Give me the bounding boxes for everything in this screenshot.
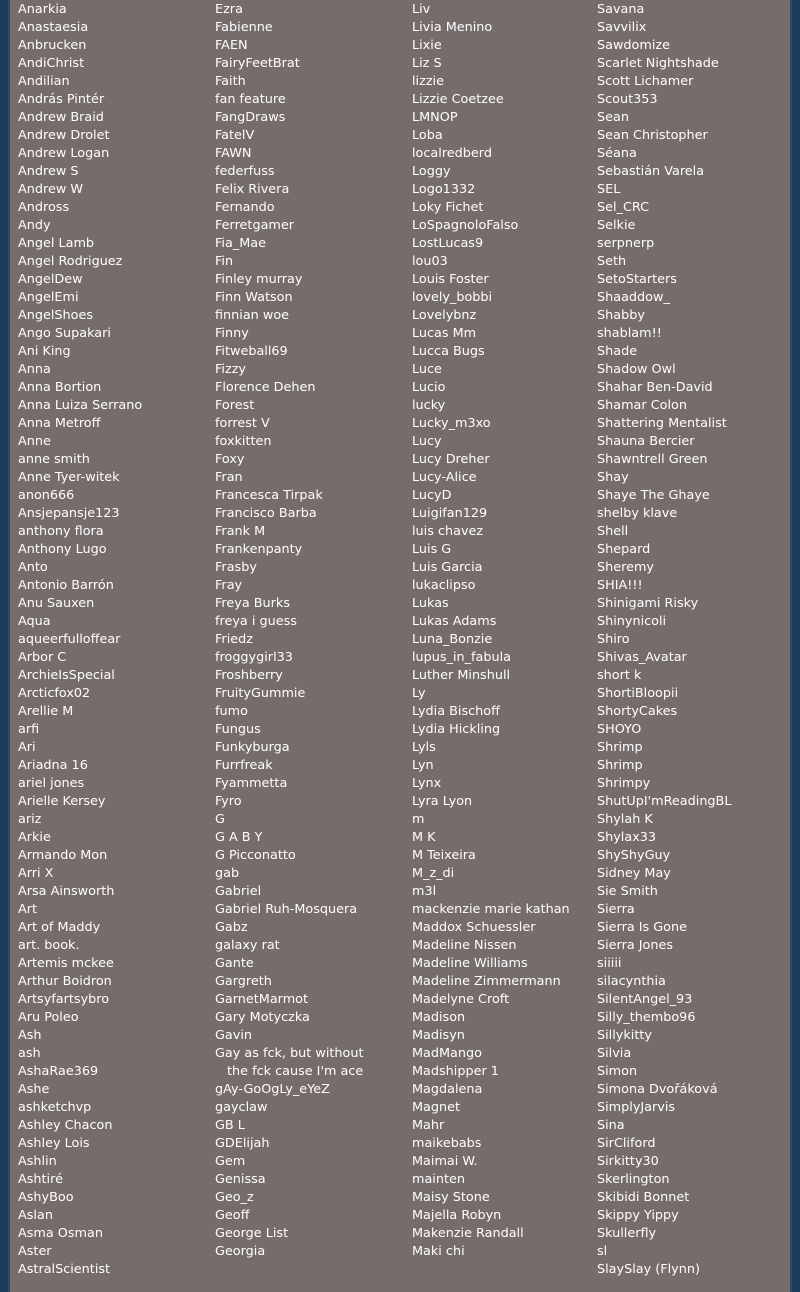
name-list-item: Gem: [215, 1154, 246, 1169]
name-list-item: Andrew S: [18, 164, 79, 179]
name-list-item: Anna Luiza Serrano: [18, 398, 143, 413]
name-list-item: Aslan: [18, 1208, 53, 1223]
name-list-item: Lucy: [412, 434, 442, 449]
name-list-item: LMNOP: [412, 110, 458, 125]
name-list-item: Shadow Owl: [597, 362, 676, 377]
name-list-item: Mahr: [412, 1118, 445, 1133]
name-list-item: ShyShyGuy: [597, 848, 671, 863]
name-list-item: ShortyCakes: [597, 704, 678, 719]
name-list-item: Andrew Braid: [18, 110, 104, 125]
name-list-item: Sidney May: [597, 866, 671, 881]
name-list-item: silacynthia: [597, 974, 666, 989]
name-list-item: Luna_Bonzie: [412, 632, 493, 647]
name-list-item: Arbor C: [18, 650, 67, 665]
name-list-item: Arcticfox02: [18, 686, 91, 701]
name-list-item: Anna Bortion: [18, 380, 102, 395]
name-list-item: Lucy-Alice: [412, 470, 477, 485]
name-list-item: Arielle Kersey: [18, 794, 106, 809]
name-list-item: Shattering Mentalist: [597, 416, 727, 431]
name-list-item: Skullerfly: [597, 1226, 657, 1241]
name-list-item: Antonio Barrón: [18, 578, 114, 593]
name-list-item: Maddox Schuessler: [412, 920, 536, 935]
name-list-item: Anthony Lugo: [18, 542, 107, 557]
name-list-item: Silvia: [597, 1046, 632, 1061]
name-list-item: Lyls: [412, 740, 436, 755]
name-list-item: GarnetMarmot: [215, 992, 309, 1007]
name-list-item: Skerlington: [597, 1172, 670, 1187]
name-list-item: Anna: [18, 362, 51, 377]
name-list-item: FAWN: [215, 146, 252, 161]
name-list-item: SetoStarters: [597, 272, 677, 287]
name-list-item: sl: [597, 1244, 608, 1259]
name-list-item: siiiii: [597, 956, 622, 971]
name-list-item: SilentAngel_93: [597, 992, 693, 1007]
name-list-item: Gary Motyczka: [215, 1010, 310, 1025]
name-list-item: Shivas_Avatar: [597, 650, 687, 665]
name-list-item: Luther Minshull: [412, 668, 511, 683]
name-list-item: AshaRae369: [18, 1064, 99, 1079]
name-list-item: Loba: [412, 128, 443, 143]
name-list-item: Finn Watson: [215, 290, 293, 305]
name-list-item: AngelEmi: [18, 290, 79, 305]
name-list-item: Ari: [18, 740, 36, 755]
name-list-item: Aru Poleo: [18, 1010, 79, 1025]
name-list-item: Art: [18, 902, 38, 917]
name-list-item: Magnet: [412, 1100, 461, 1115]
name-list-item: Friedz: [215, 632, 253, 647]
name-list-item: Ashley Lois: [18, 1136, 90, 1151]
name-list-item: Funkyburga: [215, 740, 290, 755]
name-list-item: FruityGummie: [215, 686, 306, 701]
name-list-item: Artemis mckee: [18, 956, 114, 971]
name-list-item: Frasby: [215, 560, 257, 575]
name-list-item: Francisco Barba: [215, 506, 317, 521]
name-list-item: Maki chi: [412, 1244, 465, 1259]
name-list-item: mackenzie marie kathan: [412, 902, 570, 917]
name-list-item: fumo: [215, 704, 248, 719]
name-list-item: Sheremy: [597, 560, 654, 575]
name-list-item: Lydia Hickling: [412, 722, 501, 737]
name-list-item: Ezra: [215, 2, 243, 17]
name-list-item: Arthur Boidron: [18, 974, 112, 989]
name-list-item: Liv: [412, 2, 431, 17]
name-list-item: lupus_in_fabula: [412, 650, 512, 665]
name-list-item: Florence Dehen: [215, 380, 316, 395]
name-list-item: G A B Y: [215, 830, 263, 845]
name-list-item: Andrew Logan: [18, 146, 110, 161]
name-list-item: gayclaw: [215, 1100, 268, 1115]
name-list-item: Scout353: [597, 92, 658, 107]
name-list-item: Scarlet Nightshade: [597, 56, 719, 71]
name-list-item: Luis Garcia: [412, 560, 483, 575]
name-list-item: Lukas Adams: [412, 614, 497, 629]
name-list-item: mainten: [412, 1172, 465, 1187]
name-list-item: aqueerfulloffear: [18, 632, 121, 647]
name-list-item: localredberd: [412, 146, 492, 161]
name-list-item: Madelyne Croft: [412, 992, 510, 1007]
name-list-item: AngelDew: [18, 272, 83, 287]
name-list-item: Forest: [215, 398, 255, 413]
name-list-item: Freya Burks: [215, 596, 290, 611]
name-list-item: Andy: [18, 218, 51, 233]
name-list-item: LostLucas9: [412, 236, 484, 251]
name-list-item: Frankenpanty: [215, 542, 303, 557]
name-list-item: Shabby: [597, 308, 645, 323]
name-list-item: Lukas: [412, 596, 449, 611]
name-list-item: Silly_thembo96: [597, 1010, 696, 1025]
name-list-item: Madeline Zimmermann: [412, 974, 561, 989]
name-list-item: M_z_di: [412, 866, 455, 881]
name-list-item: ArchieIsSpecial: [18, 668, 115, 683]
name-list-item: forrest V: [215, 416, 270, 431]
name-list-item: m3l: [412, 884, 437, 899]
name-list-item: Finny: [215, 326, 249, 341]
name-list-item: Skibidi Bonnet: [597, 1190, 690, 1205]
name-list-item: Fernando: [215, 200, 275, 215]
name-list-item: MadMango: [412, 1046, 482, 1061]
name-list-item: Luce: [412, 362, 442, 377]
name-list-item: Shinigami Risky: [597, 596, 699, 611]
name-list-item: Fungus: [215, 722, 261, 737]
name-list-item: Anne Tyer-witek: [18, 470, 120, 485]
name-list-item: lizzie: [412, 74, 444, 89]
name-list-item: SHOYO: [597, 722, 642, 737]
name-list-item: Lovelybnz: [412, 308, 477, 323]
name-list-item: Logo1332: [412, 182, 476, 197]
name-list-item: FairyFeetBrat: [215, 56, 300, 71]
name-list-item: Lizzie Coetzee: [412, 92, 504, 107]
name-list-item: shelby klave: [597, 506, 678, 521]
name-list-item: AngelShoes: [18, 308, 94, 323]
name-list-item: Sie Smith: [597, 884, 658, 899]
name-list-item: SHIA!!!: [597, 578, 643, 593]
name-list-item: Angel Lamb: [18, 236, 95, 251]
name-list-item: Shrimpy: [597, 776, 651, 791]
name-list-item: luis chavez: [412, 524, 484, 539]
name-list-item: m: [412, 812, 425, 827]
name-list-item: Fizzy: [215, 362, 246, 377]
name-list-item: Art of Maddy: [18, 920, 101, 935]
name-list-item: ShutUpI'mReadingBL: [597, 794, 732, 809]
name-list-item: gAy-GoOgLy_eYeZ: [215, 1082, 330, 1097]
name-list-item: Loggy: [412, 164, 451, 179]
name-list-item: Ferretgamer: [215, 218, 295, 233]
name-list-item: Madshipper 1: [412, 1064, 499, 1079]
name-list-item: Andilian: [18, 74, 70, 89]
name-list-item: Lyn: [412, 758, 434, 773]
name-list-item: Anne: [18, 434, 51, 449]
name-list-item: Gabz: [215, 920, 248, 935]
name-list-item: Madeline Williams: [412, 956, 528, 971]
name-list-item: Shiro: [597, 632, 630, 647]
name-list-item: ashketchvp: [18, 1100, 92, 1115]
name-list-item: Geo_z: [215, 1190, 254, 1205]
name-list-item: Shylah K: [597, 812, 653, 827]
name-list-item: Shauna Bercier: [597, 434, 695, 449]
name-list-item: Georgia: [215, 1244, 266, 1259]
name-list-item: ariel jones: [18, 776, 85, 791]
name-list-item: Ashtiré: [18, 1172, 63, 1187]
name-list-item: Skippy Yippy: [597, 1208, 679, 1223]
names-column-3: [412, 0, 570, 1261]
name-list-item: Ango Supakari: [18, 326, 111, 341]
names-column-1: [18, 0, 142, 1279]
name-list-item: Sebastián Varela: [597, 164, 705, 179]
name-list-item: arfi: [18, 722, 40, 737]
name-list-item: Aqua: [18, 614, 51, 629]
name-list-item: AstralScientist: [18, 1262, 111, 1277]
name-list-item: Madisyn: [412, 1028, 465, 1043]
name-list-item: lucky: [412, 398, 446, 413]
name-list-item: SEL: [597, 182, 621, 197]
name-list-item: András Pintér: [18, 92, 105, 107]
name-list-item: Andross: [18, 200, 70, 215]
name-list-item: Gargreth: [215, 974, 272, 989]
name-list-item: Savana: [597, 2, 645, 17]
name-list-item: anon666: [18, 488, 75, 503]
name-list-item: Geoff: [215, 1208, 250, 1223]
name-list-item: Shell: [597, 524, 629, 539]
name-list-item: Louis Foster: [412, 272, 489, 287]
name-list-item: Arkie: [18, 830, 51, 845]
name-list-item: Shylax33: [597, 830, 657, 845]
name-list-item: Anastaesia: [18, 20, 89, 35]
name-list-item: AndiChrist: [18, 56, 85, 71]
name-list-item: federfuss: [215, 164, 275, 179]
name-list-item: lovely_bobbi: [412, 290, 493, 305]
name-list-item: Francesca Tirpak: [215, 488, 323, 503]
name-list-item: Angel Rodriguez: [18, 254, 123, 269]
name-list-item: Foxy: [215, 452, 245, 467]
name-list-item: Shade: [597, 344, 638, 359]
name-list-item: Sean: [597, 110, 629, 125]
name-list-item: Lucio: [412, 380, 446, 395]
name-list-item: Aster: [18, 1244, 52, 1259]
name-list-item: Genissa: [215, 1172, 266, 1187]
name-list-item: Lucas Mm: [412, 326, 477, 341]
name-list-item: Selkie: [597, 218, 636, 233]
name-list-item: Anto: [18, 560, 48, 575]
name-list-item: Anu Sauxen: [18, 596, 95, 611]
name-list-item: Sina: [597, 1118, 625, 1133]
name-list-item: Sawdomize: [597, 38, 670, 53]
name-list-item: Artsyfartsybro: [18, 992, 110, 1007]
name-list-item: Shinynicoli: [597, 614, 667, 629]
name-list-item: Fran: [215, 470, 243, 485]
name-list-item: Majella Robyn: [412, 1208, 502, 1223]
name-list-item: GB L: [215, 1118, 245, 1133]
name-list-item: Shrimp: [597, 740, 643, 755]
name-list-item: Livia Menino: [412, 20, 493, 35]
name-list-item: shablam!!: [597, 326, 662, 341]
name-list-item: Sean Christopher: [597, 128, 708, 143]
name-list-item: Sierra: [597, 902, 635, 917]
name-list-item: Maisy Stone: [412, 1190, 490, 1205]
name-list-item: AshyBoo: [18, 1190, 74, 1205]
name-list-item: Makenzie Randall: [412, 1226, 524, 1241]
name-list-item: Furrfreak: [215, 758, 273, 773]
name-list-item: G: [215, 812, 225, 827]
name-list-item: Ly: [412, 686, 426, 701]
name-list-item: freya i guess: [215, 614, 297, 629]
name-list-item: Gabriel: [215, 884, 262, 899]
name-list-item: Ashley Chacon: [18, 1118, 113, 1133]
name-list-item: Lucca Bugs: [412, 344, 485, 359]
name-list-item: Luis G: [412, 542, 452, 557]
name-list-item: Felix Rivera: [215, 182, 290, 197]
name-list-item: Lucky_m3xo: [412, 416, 491, 431]
name-list-item: Froshberry: [215, 668, 283, 683]
name-list-item: anne smith: [18, 452, 90, 467]
name-list-item: Ariadna 16: [18, 758, 88, 773]
name-list-item: M K: [412, 830, 436, 845]
name-list-item: Ash: [18, 1028, 42, 1043]
name-list-item: Shaye The Ghaye: [597, 488, 710, 503]
name-list-item: Luigifan129: [412, 506, 488, 521]
name-list-item: Fyro: [215, 794, 242, 809]
name-list-item: Simona Dvořáková: [597, 1082, 718, 1097]
name-list-item: Ashe: [18, 1082, 50, 1097]
name-list-item: Fabienne: [215, 20, 273, 35]
name-list-item: Magdalena: [412, 1082, 483, 1097]
name-list-item: SirCliford: [597, 1136, 656, 1151]
name-list-item: Shay: [597, 470, 629, 485]
name-list-item: froggygirl33: [215, 650, 293, 665]
name-list-item: Madeline Nissen: [412, 938, 517, 953]
name-list-item: George List: [215, 1226, 289, 1241]
name-list-item: Sierra Is Gone: [597, 920, 687, 935]
name-list-item: Arri X: [18, 866, 54, 881]
names-column-4: [597, 0, 731, 1279]
name-list-item: ash: [18, 1046, 41, 1061]
name-list-item: Gay as fck, but without the fck cause I'm ace: [215, 1046, 364, 1079]
name-list-item: finnian woe: [215, 308, 290, 323]
name-list-item: FangDraws: [215, 110, 286, 125]
name-list-item: Ansjepansje123: [18, 506, 120, 521]
name-list-item: Shaaddow_: [597, 290, 670, 305]
name-list-item: Gabriel Ruh-Mosquera: [215, 902, 358, 917]
name-list-item: Asma Osman: [18, 1226, 103, 1241]
name-list-item: Lucy Dreher: [412, 452, 490, 467]
name-list-item: Lynx: [412, 776, 442, 791]
name-list-item: Lixie: [412, 38, 442, 53]
name-list-item: Sel_CRC: [597, 200, 650, 215]
name-list-item: lou03: [412, 254, 448, 269]
name-list-item: Andrew Drolet: [18, 128, 110, 143]
name-list-item: Sillykitty: [597, 1028, 652, 1043]
name-list-item: Sirkitty30: [597, 1154, 659, 1169]
name-list-item: Fitweball69: [215, 344, 288, 359]
name-list-item: foxkitten: [215, 434, 272, 449]
name-list-item: Gante: [215, 956, 254, 971]
name-list-item: Anarkia: [18, 2, 67, 17]
name-list-item: GDElijah: [215, 1136, 270, 1151]
name-list-item: Savvilix: [597, 20, 647, 35]
name-list-item: Simon: [597, 1064, 638, 1079]
name-list-item: LoSpagnoloFalso: [412, 218, 519, 233]
name-list-item: Ani King: [18, 344, 71, 359]
name-list-item: Frank M: [215, 524, 266, 539]
name-list-item: G Picconatto: [215, 848, 296, 863]
name-list-item: Fia_Mae: [215, 236, 266, 251]
name-list-item: Shepard: [597, 542, 651, 557]
name-list-item: SlaySlay (Flynn): [597, 1262, 700, 1277]
name-list-item: Fray: [215, 578, 243, 593]
name-list-item: Anbrucken: [18, 38, 87, 53]
name-list-item: FAEN: [215, 38, 248, 53]
name-list-item: serpnerp: [597, 236, 655, 251]
name-list-item: Séana: [597, 146, 637, 161]
name-list-item: Armando Mon: [18, 848, 108, 863]
name-list-item: M Teixeira: [412, 848, 476, 863]
name-list-item: maikebabs: [412, 1136, 482, 1151]
name-list-item: Fin: [215, 254, 234, 269]
name-list-item: Finley murray: [215, 272, 303, 287]
name-list-item: Lydia Bischoff: [412, 704, 500, 719]
name-list-item: SimplyJarvis: [597, 1100, 676, 1115]
name-list-item: Sierra Jones: [597, 938, 674, 953]
name-list-item: Andrew W: [18, 182, 84, 197]
supporters-list-panel: [8, 0, 792, 1292]
name-list-item: Anna Metroff: [18, 416, 101, 431]
name-list-item: Madison: [412, 1010, 466, 1025]
name-list-item: Shrimp: [597, 758, 643, 773]
name-list-item: galaxy rat: [215, 938, 280, 953]
name-list-item: art. book.: [18, 938, 80, 953]
name-list-item: Shamar Colon: [597, 398, 687, 413]
name-list-item: Arsa Ainsworth: [18, 884, 115, 899]
name-list-item: Shawntrell Green: [597, 452, 708, 467]
name-list-item: LucyD: [412, 488, 452, 503]
name-list-item: Liz S: [412, 56, 442, 71]
name-list-item: Faith: [215, 74, 246, 89]
name-list-item: anthony flora: [18, 524, 104, 539]
name-list-item: Scott Lichamer: [597, 74, 694, 89]
name-list-item: Shahar Ben-David: [597, 380, 713, 395]
name-list-item: Ashlin: [18, 1154, 57, 1169]
name-list-item: Maimai W.: [412, 1154, 478, 1169]
names-column-2: [215, 0, 375, 1261]
name-list-item: fan feature: [215, 92, 286, 107]
name-list-item: Arellie M: [18, 704, 74, 719]
name-list-item: Loky Fichet: [412, 200, 484, 215]
name-list-item: Gavin: [215, 1028, 252, 1043]
name-list-item: Lyra Lyon: [412, 794, 473, 809]
name-list-item: ariz: [18, 812, 42, 827]
name-list-item: FatelV: [215, 128, 255, 143]
name-list-item: ShortiBloopii: [597, 686, 679, 701]
name-list-item: Seth: [597, 254, 627, 269]
name-list-item: gab: [215, 866, 240, 881]
name-list-item: short k: [597, 668, 642, 683]
name-list-item: Fyammetta: [215, 776, 288, 791]
name-list-item: lukaclipso: [412, 578, 476, 593]
